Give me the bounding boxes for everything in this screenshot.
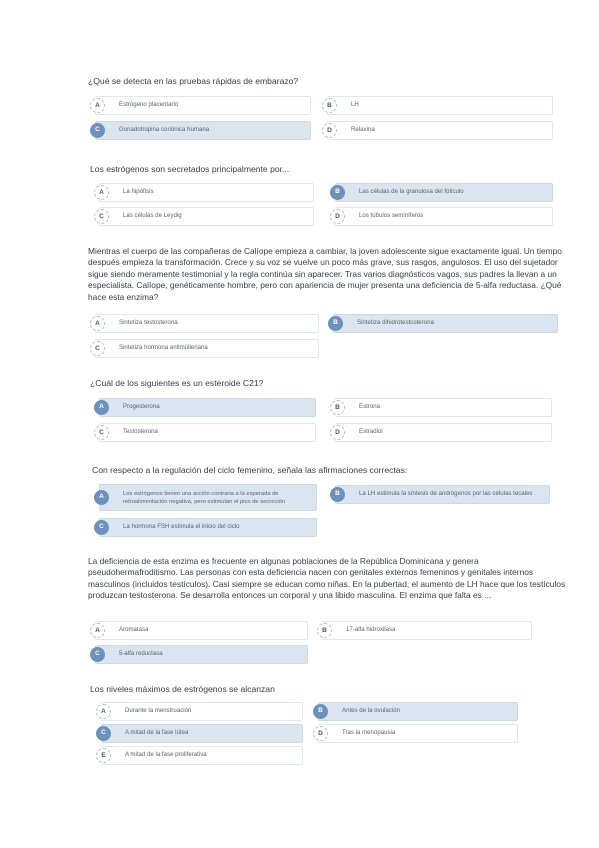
option-5b[interactable] <box>335 485 550 504</box>
option-label: Antes de la ovulación <box>342 707 400 714</box>
option-4c[interactable] <box>99 423 316 442</box>
option-letter-badge: A <box>90 316 105 331</box>
option-letter-badge: B <box>330 185 345 200</box>
option-letter-badge: C <box>90 647 105 662</box>
option-3b[interactable] <box>333 314 558 333</box>
option-letter-badge: B <box>328 316 343 331</box>
option-letter-badge: B <box>330 400 345 415</box>
option-7d[interactable] <box>318 724 518 743</box>
option-label: Estrógeno placentario <box>119 101 179 108</box>
option-label: Sintetiza dihidrotestosterona <box>357 319 434 326</box>
option-label: Progesterona <box>123 403 160 410</box>
option-label: La LH estimula la síntesis de andrógenos por las células tecales <box>359 490 533 497</box>
option-letter-badge: B <box>322 98 337 113</box>
option-2b[interactable] <box>335 183 553 202</box>
option-letter-badge: A <box>90 98 105 113</box>
option-letter-badge: B <box>317 623 332 638</box>
question-1-text: ¿Qué se detecta en las pruebas rápidas de embarazo? <box>88 76 299 86</box>
option-7a[interactable] <box>101 702 303 721</box>
option-4a[interactable] <box>99 398 316 417</box>
option-7e[interactable] <box>101 746 303 765</box>
question-3-text: Mientras el cuerpo de las compañeras de Calíope empieza a cambiar, la joven adolescente sigue exactamente igual. Un tiempo después empieza la transformación. Crece y su voz se vuelve un poco más grave, sus rasgos, angulosos. El uso del sujetador sigue siendo meramente testimonial y la regla continúa sin aparecer. Tras varios diagnósticos vagos, sus padres la llevan a un especialista. Calíope, genéticamente hombre, pero con apariencia de mujer presenta una deficiencia de 5-alfa reductasa. ¿Qué hace esta enzima? <box>88 246 562 302</box>
option-label: La hormona FSH estimula el inicio del ciclo <box>123 523 240 530</box>
option-label: Los túbulos seminíferos <box>359 212 424 219</box>
option-letter-badge: A <box>94 400 109 415</box>
option-letter-badge: C <box>96 726 111 741</box>
option-6c[interactable] <box>95 645 308 664</box>
option-letter-badge: D <box>313 726 328 741</box>
option-letter-badge: B <box>313 704 328 719</box>
option-letter-badge: C <box>94 425 109 440</box>
option-letter-badge: A <box>96 704 111 719</box>
option-letter-badge: B <box>330 487 345 502</box>
option-4b[interactable] <box>335 398 552 417</box>
option-letter-badge: C <box>94 209 109 224</box>
option-label: Sintetiza testosterona <box>119 319 178 326</box>
option-label: Sintetiza hormona antimülleriana <box>119 344 208 351</box>
option-label: Los estrógenos tienen una acción contraria a la esperada de retroalimentación negativa, pero estimulan el pico de secreción <box>123 491 286 506</box>
option-label: Durante la menstruación <box>125 707 192 714</box>
question-2-text: Los estrógenos son secretados principalmente por... <box>90 164 290 174</box>
option-1b[interactable] <box>327 96 553 115</box>
option-letter-badge: E <box>96 748 111 763</box>
option-label: Las células de la granulosa del folículo <box>359 188 464 195</box>
option-label: LH <box>351 101 359 108</box>
question-6-text: La deficiencia de esta enzima es frecuente en algunas poblaciones de la República Dominicana y genera pseudohermafroditismo. Las personas con esta deficiencia nacen con genitales externos femeninos y genitales internos masculinos (incluidos testículos). Casi siempre se educan como niñas. En la pubertad, el aumento de LH hace que los testículos produzcan testosterona. Se desarrolla entonces un corporal y una libido masculina. El enzima que falta es ... <box>88 556 566 601</box>
option-label: Estrona <box>359 403 381 410</box>
option-label: Gonadotropina coriónica humana <box>119 126 210 133</box>
option-label: Las células de Leydig <box>123 212 182 219</box>
option-label: 5-alfa reductasa <box>119 650 163 657</box>
option-3a[interactable] <box>95 314 319 333</box>
option-7b[interactable] <box>318 702 518 721</box>
option-3c[interactable] <box>95 339 319 358</box>
option-letter-badge: D <box>322 123 337 138</box>
option-letter-badge: C <box>94 520 109 535</box>
option-letter-badge: A <box>94 185 109 200</box>
option-1d[interactable] <box>327 121 553 140</box>
option-6a[interactable] <box>95 621 308 640</box>
option-6b[interactable] <box>322 621 532 640</box>
option-1c[interactable] <box>95 121 311 140</box>
option-2a[interactable] <box>99 183 314 202</box>
option-7c[interactable] <box>101 724 303 743</box>
option-label: Aromatasa <box>119 626 149 633</box>
question-5-text: Con respecto a la regulación del ciclo femenino, señala las afirmaciones correctas: <box>92 465 408 475</box>
question-4-text: ¿Cuál de los siguientes es un esteroide C21? <box>90 378 264 388</box>
option-label: Testosterona <box>123 428 158 435</box>
option-label: Relaxina <box>351 126 375 133</box>
option-letter-badge: D <box>330 425 345 440</box>
option-5c[interactable] <box>99 518 317 537</box>
option-5a[interactable] <box>99 484 317 511</box>
question-7-text: Los niveles máximos de estrógenos se alcanzan <box>90 684 275 694</box>
option-letter-badge: A <box>94 490 109 505</box>
option-2d[interactable] <box>335 207 553 226</box>
option-4d[interactable] <box>335 423 552 442</box>
option-letter-badge: D <box>330 209 345 224</box>
option-letter-badge: C <box>90 123 105 138</box>
option-label: La hipófisis <box>123 188 154 195</box>
option-letter-badge: A <box>90 623 105 638</box>
option-label: 17-alfa hidroxilasa <box>346 626 396 633</box>
option-label: A mitad de la fase lútea <box>125 729 189 736</box>
option-label: Estradiol <box>359 428 383 435</box>
option-1a[interactable] <box>95 96 311 115</box>
option-letter-badge: C <box>90 341 105 356</box>
option-2c[interactable] <box>99 207 314 226</box>
option-label: A mitad de la fase proliferativa <box>125 751 207 758</box>
option-label: Tras la menopausia <box>342 729 396 736</box>
